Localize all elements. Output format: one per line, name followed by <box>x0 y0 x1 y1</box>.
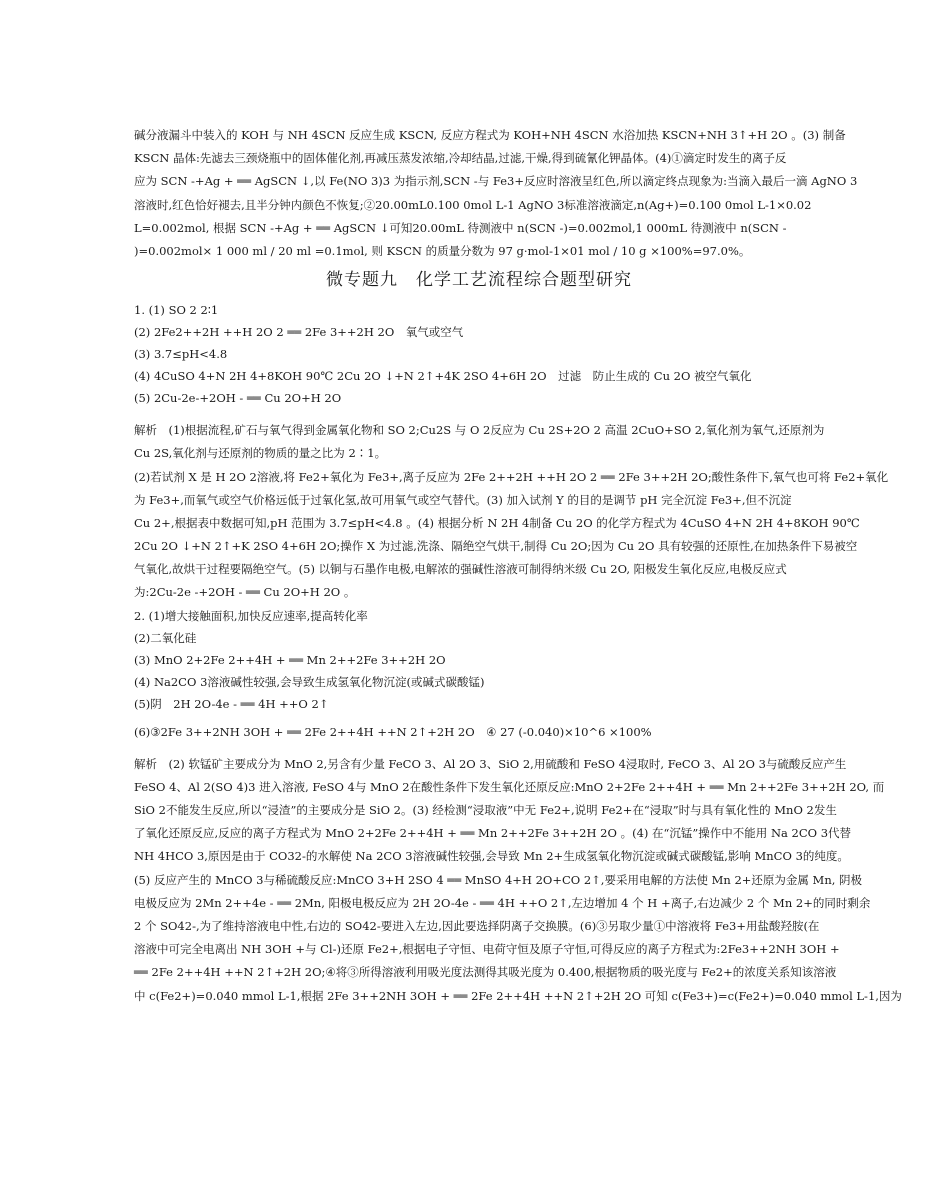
text-line: Cu 2S,氧化剂与还原剂的物质的量之比为 2∶1。 <box>134 446 387 461</box>
text-line: )=0.002mol× 1 000 ml / 20 ml =0.1mol, 则 KSCN 的质量分数为 97 g·mol-1×01 mol / 10 g ×100%=97.0%。 <box>134 243 751 258</box>
q2-answers <box>134 605 824 743</box>
spacer <box>134 409 824 419</box>
text-line: SiO 2不能发生反应,所以“浸渣”的主要成分是 SiO 2。(3) 经检测“浸取液”中无 Fe2+,说明 Fe2+在“浸取”时与具有氧化性的 MnO 2发生 <box>134 803 837 817</box>
spacer <box>134 743 824 753</box>
answer-line: (4) 4CuSO 4+N 2H 4+8KOH 90℃ 2Cu 2O ↓+N 2↑+4K 2SO 4+6H 2O 过滤 防止生成的 Cu 2O 被空气氧化 <box>134 369 752 384</box>
answer-line: (2) 2Fe2++2H ++H 2O 2 ══ 2Fe 3++2H 2O 氧气或空气 <box>134 325 464 340</box>
q1-answers <box>134 299 824 409</box>
text-line: 电极反应为 2Mn 2++4e - ══ 2Mn, 阳极电极反应为 2H 2O-4e - ══ 4H ++O 2↑,左边增加 4 个 H +离子,右边减少 2 个 Mn 2+的同时剩余 <box>134 895 871 910</box>
answer-line: 2. (1)增大接触面积,加快反应速率,提高转化率 <box>134 608 368 623</box>
text-line: KSCN 晶体:先滤去三颈烧瓶中的固体催化剂,再减压蒸发浓缩,冷却结晶,过滤,干燥,得到硫氰化钾晶体。(4)①滴定时发生的离子反 <box>134 151 787 166</box>
q1-analysis <box>134 419 889 605</box>
text-line: 为:2Cu-2e -+2OH - ══ Cu 2O+H 2O 。 <box>134 585 356 600</box>
document-page <box>134 124 902 1008</box>
answer-line: (2)二氧化硅 <box>134 630 197 645</box>
text-line: 解析 (1)根据流程,矿石与氧气得到金属氧化物和 SO 2;Cu2S 与 O 2反应为 Cu 2S+2O 2 高温 2CuO+SO 2,氧化剂为氧气,还原剂为 <box>134 423 825 438</box>
text-line: 中 c(Fe2+)=0.040 mmol L-1,根据 2Fe 3++2NH 3OH + ══ 2Fe 2++4H ++N 2↑+2H 2O 可知 c(Fe3+)=c(Fe2+)=0.040 mmol L-1,因为 <box>134 988 902 1003</box>
section-title: 微专题九 化学工艺流程综合题型研究 <box>326 270 632 291</box>
answer-line: (3) MnO 2+2Fe 2++4H + ══ Mn 2++2Fe 3++2H 2O <box>134 652 446 667</box>
text-line: FeSO 4、Al 2(SO 4)3 进入溶液, FeSO 4与 MnO 2在酸性条件下发生氧化还原反应:MnO 2+2Fe 2++4H + ══ Mn 2++2Fe 3++2H 2O, 而 <box>134 779 885 794</box>
answer-line: 1. (1) SO 2 2∶1 <box>134 303 219 318</box>
answer-line: (3) 3.7≤pH<4.8 <box>134 347 228 362</box>
text-line: (5) 反应产生的 MnCO 3与稀硫酸反应:MnCO 3+H 2SO 4 ══ MnSO 4+H 2O+CO 2↑,要采用电解的方法使 Mn 2+还原为金属 Mn, 阴极 <box>134 872 863 887</box>
text-line: 了氧化还原反应,反应的离子方程式为 MnO 2+2Fe 2++4H + ══ Mn 2++2Fe 3++2H 2O 。(4) 在“沉锰”操作中不能用 Na 2CO 3代替 <box>134 826 852 841</box>
text-line: 碱分液漏斗中装入的 KOH 与 NH 4SCN 反应生成 KSCN, 反应方程式为 KOH+NH 4SCN 水浴加热 KSCN+NH 3↑+H 2O 。(3) 制备 <box>134 128 846 142</box>
text-line: 解析 (2) 软锰矿主要成分为 MnO 2,另含有少量 FeCO 3、Al 2O 3、SiO 2,用硫酸和 FeSO 4浸取时, FeCO 3、Al 2O 3与硫酸反应产生 <box>134 756 847 771</box>
answer-line: (5)阴 2H 2O-4e - ══ 4H ++O 2↑ <box>134 696 329 711</box>
text-line: L=0.002mol, 根据 SCN -+Ag + ══ AgSCN ↓可知20.00mL 待测液中 n(SCN -)=0.002mol,1 000mL 待测液中 n(SCN - <box>134 220 787 235</box>
answer-line: (4) Na2CO 3溶液碱性较强,会导致生成氢氧化物沉淀(或碱式碳酸锰) <box>134 674 485 689</box>
prior-answer-continuation <box>134 124 858 263</box>
text-line: 为 Fe3+,而氧气或空气价格远低于过氧化氢,故可用氧气或空气替代。(3) 加入试剂 Y 的目的是调节 pH 完全沉淀 Fe3+,但不沉淀 <box>134 492 792 507</box>
text-line: (2)若试剂 X 是 H 2O 2溶液,将 Fe2+氧化为 Fe3+,离子反应为 2Fe 2++2H ++H 2O 2 ══ 2Fe 3++2H 2O;酸性条件下,氧气也可将 Fe2+氧化 <box>134 469 889 484</box>
text-line: 2Cu 2O ↓+N 2↑+K 2SO 4+6H 2O;操作 X 为过滤,洗涤、隔绝空气烘干,制得 Cu 2O;因为 Cu 2O 具有较强的还原性,在加热条件下易被空 <box>134 539 858 554</box>
text-line: 溶液中可完全电离出 NH 3OH +与 Cl-)还原 Fe2+,根据电子守恒、电荷守恒及原子守恒,可得反应的离子方程式为:2Fe3++2NH 3OH + <box>134 942 840 957</box>
text-line: Cu 2+,根据表中数据可知,pH 范围为 3.7≤pH<4.8 。(4) 根据分析 N 2H 4制备 Cu 2O 的化学方程式为 4CuSO 4+N 2H 4+8KOH 90℃ <box>134 515 860 530</box>
answer-line: (5) 2Cu-2e-+2OH - ══ Cu 2O+H 2O <box>134 391 342 406</box>
text-line: NH 4HCO 3,原因是由于 CO32-的水解使 Na 2CO 3溶液碱性较强,会导致 Mn 2+生成氢氧化物沉淀或碱式碳酸锰,影响 MnCO 3的纯度。 <box>134 849 849 864</box>
text-line: ══ 2Fe 2++4H ++N 2↑+2H 2O;④将③所得溶液利用吸光度法测得其吸光度为 0.400,根据物质的吸光度与 Fe2+的浓度关系知该溶液 <box>134 965 837 980</box>
answer-line: (6)③2Fe 3++2NH 3OH + ══ 2Fe 2++4H ++N 2↑+2H 2O ④ 27 (-0.040)×10^6 ×100% <box>134 724 652 739</box>
text-line: 气氧化,故烘干过程要隔绝空气。(5) 以铜与石墨作电极,电解浓的强碱性溶液可制得纳米级 Cu 2O, 阳极发生氧化反应,电极反应式 <box>134 562 787 577</box>
q2-analysis <box>134 753 902 1008</box>
text-line: 应为 SCN -+Ag + ══ AgSCN ↓,以 Fe(NO 3)3 为指示剂,SCN -与 Fe3+反应时溶液呈红色,所以滴定终点现象为:当滴入最后一滴 AgNO 3 <box>134 174 858 189</box>
text-line: 2 个 SO42-,为了维持溶液电中性,右边的 SO42-要进入左边,因此要选择阴离子交换膜。(6)③另取少量①中溶液将 Fe3+用盐酸羟胺(在 <box>134 918 820 933</box>
text-line: 溶液时,红色恰好褪去,且半分钟内颜色不恢复;②20.00mL0.100 0mol L-1 AgNO 3标准溶液滴定,n(Ag+)=0.100 0mol L-1×0.02 <box>134 197 812 212</box>
